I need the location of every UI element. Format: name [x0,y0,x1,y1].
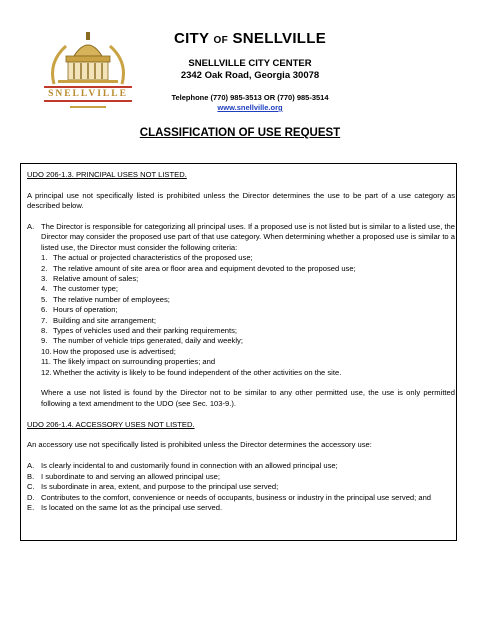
criteria-number: 4. [41,284,48,294]
city-hall-seal-icon [40,26,136,122]
criteria-text: The relative number of employees; [53,294,170,304]
document-body [27,170,455,513]
city-address: 2342 Oak Road, Georgia 30078 [180,70,320,81]
criteria-item [27,357,455,367]
accessory-item [27,472,455,482]
criteria-number: 9. [41,336,48,346]
criteria-item [27,264,455,274]
accessory-item-text: Is clearly incidental to and customarily found in connection with an allowed principal use; [41,461,338,471]
criteria-item [27,368,455,378]
criteria-item [27,253,455,263]
city-logo [40,26,136,122]
criteria-text: The likely impact on surrounding properties; and [53,357,216,367]
accessory-item [27,482,455,492]
accessory-item-text: Is located on the same lot as the principal use served. [41,502,223,512]
criteria-text: The actual or projected characteristics of the proposed use; [53,253,253,263]
section1-closing: Where a use not listed is found by the Director not to be similar to any other permitted use, the use is only permitted following a text amendment to the UDO (see Sec. 103-9.). [41,388,455,408]
item-text: The Director is responsible for categorizing all principal uses. If a proposed use is not listed but is similar to a listed use, the Director may consider the proposed use part of that use category. When determining whether a proposed use is similar to a listed use, the Director must consider the following criteria: [41,222,455,252]
accessory-item-text: I subordinate to and serving an allowed principal use; [41,471,220,481]
accessory-item [27,503,455,513]
city-title [150,30,350,47]
logo-wordmark: SNELLVILLE [48,89,128,99]
accessory-item-label: A. [27,461,35,471]
criteria-text: Relative amount of sales; [53,274,139,284]
criteria-number: 12. [41,367,52,377]
criteria-text: The relative amount of site area or floor area and equipment devoted to the proposed use; [53,263,356,273]
accessory-item-label: E. [27,502,35,512]
section1-intro: A principal use not specifically listed is prohibited unless the Director determines the use to be part of a use category as described below. [27,190,455,211]
section2-heading: UDO 206-1.4. ACCESSORY USES NOT LISTED. [27,419,195,429]
criteria-number: 5. [41,294,48,304]
criteria-item [27,316,455,326]
section2-intro: An accessory use not specifically listed is prohibited unless the Director determines the accessory use: [27,440,372,450]
accessory-list [27,461,455,513]
city-title-of: OF [213,35,229,46]
website-link[interactable]: www.snellville.org [217,103,283,112]
criteria-item [27,326,455,336]
city-title-city: CITY [173,30,210,47]
criteria-list [27,253,455,378]
criteria-text: The customer type; [53,284,118,294]
criteria-item [27,336,455,346]
accessory-item-text: Contributes to the comfort, convenience or needs of occupants, business or industry in the principal use served; and [41,492,432,502]
accessory-item-label: B. [27,471,35,481]
accessory-item-label: C. [27,482,35,492]
criteria-text: Types of vehicles used and their parking requirements; [53,326,238,336]
section1-heading: UDO 206-1.3. PRINCIPAL USES NOT LISTED. [27,170,187,179]
criteria-text: Building and site arrangement; [53,315,157,325]
accessory-item-label: D. [27,492,35,502]
criteria-text: Whether the activity is likely to be found independent of the other activities on the site. [53,367,342,377]
criteria-text: How the proposed use is advertised; [53,346,176,356]
document-title: CLASSIFICATION OF USE REQUEST [139,127,341,139]
city-center-name: SNELLVILLE CITY CENTER [188,58,312,69]
criteria-number: 6. [41,305,48,315]
criteria-item [27,347,455,357]
criteria-item [27,295,455,305]
item-label: A. [27,222,35,231]
criteria-number: 3. [41,274,48,284]
criteria-number: 11. [41,357,51,367]
criteria-item [27,274,455,284]
criteria-text: The number of vehicle trips generated, daily and weekly; [53,336,243,346]
criteria-number: 8. [41,326,48,336]
section1-item-a [27,222,455,253]
accessory-item [27,493,455,503]
city-title-name: SNELLVILLE [232,30,327,47]
accessory-item [27,461,455,471]
criteria-item [27,305,455,315]
criteria-number: 7. [41,315,48,325]
accessory-item-text: Is subordinate in area, extent, and purpose to the principal use served; [41,482,279,492]
criteria-number: 10. [41,346,52,356]
telephone-line: Telephone (770) 985-3513 OR (770) 985-3514 [171,93,329,102]
criteria-text: Hours of operation; [53,305,118,315]
criteria-item [27,284,455,294]
criteria-number: 1. [41,253,48,263]
criteria-number: 2. [41,263,48,273]
